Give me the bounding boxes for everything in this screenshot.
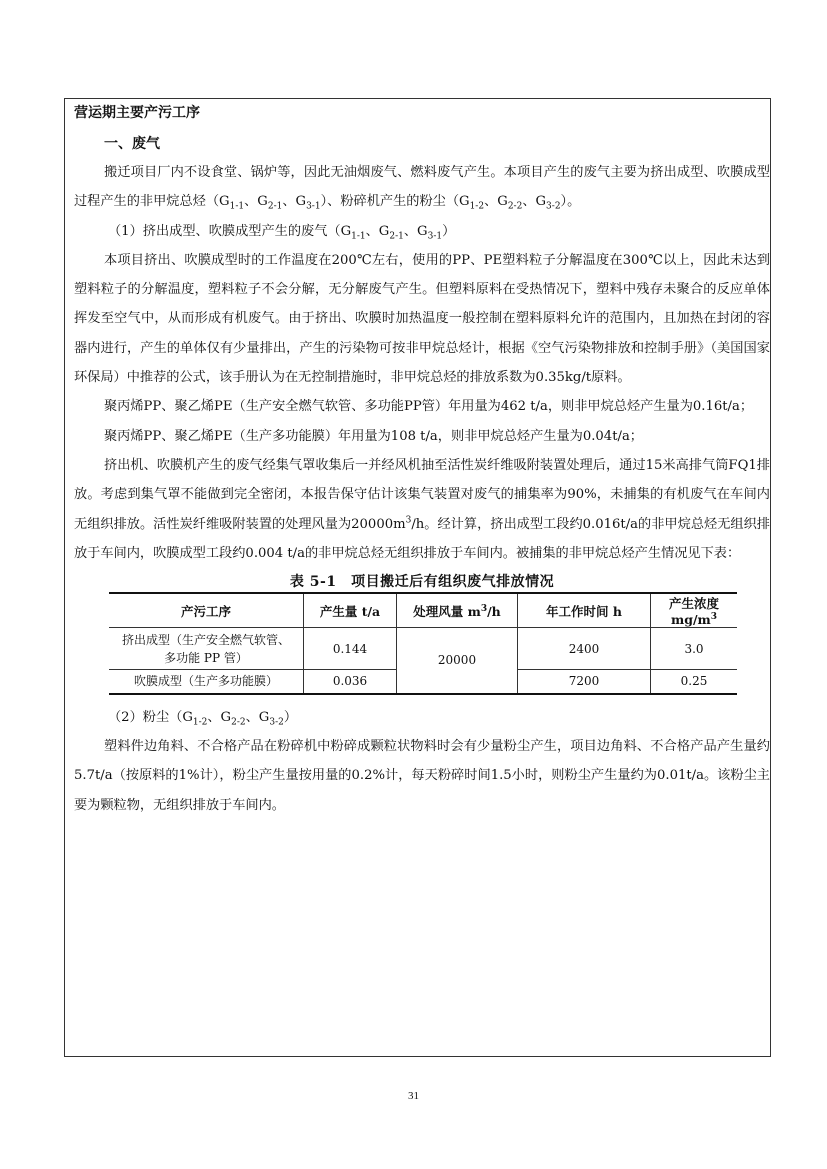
subheading-extrusion-gas: （1）挤出成型、吹膜成型产生的废气（$G_{1-1}$、$G_{2-1}$、$G_{3-1}$） — [108, 223, 456, 242]
emission-table — [109, 592, 737, 695]
cell-amount: 0.036 — [304, 670, 397, 694]
cell-concentration: 3.0 — [651, 628, 738, 670]
paragraph-collection: 挤出机、吹膜机产生的废气经集气罩收集后一并经风机抽至活性炭纤维吸附装置处理后，通过15米高排气筒FQ1排放。考虑到集气罩不能做到完全密闭，本报告保守估计该集气装置对废气的捕集率为90%，未捕集的有机废气在车间内无组织排放。活性炭纤维吸附装置的处理风量为$20000m^3/h$。经计算，挤出成型工段约0.016t/a的非甲烷总烃无组织排放于车间内，吹膜成型工段约0.004 t/a的非甲烷总烃无组织排放于车间内。被捕集的非甲烷总烃产生情况见下表： — [74, 457, 770, 561]
table-row — [109, 628, 737, 670]
header-amount: 产生量 t/a — [304, 593, 397, 628]
heading-waste-gas: 一、废气 — [104, 136, 160, 152]
paragraph-dust: 塑料件边角料、不合格产品在粉碎机中粉碎成颗粒状物料时会有少量粉尘产生，项目边角料、不合格产品产生量约5.7t/a（按原料的1%计），粉尘产生量按用量的0.2%计，每天粉碎时间1.5小时，则粉尘产生量约为0.01t/a。该粉尘主要为颗粒物，无组织排放于车间内。 — [74, 738, 770, 813]
section-title: 营运期主要产污工序 — [74, 105, 200, 121]
table-caption: 表 5-1 项目搬迁后有组织废气排放情况 — [289, 574, 555, 591]
cell-process: 挤出成型（生产安全燃气软管、多功能 PP 管） — [109, 628, 304, 670]
paragraph-temperature: 本项目挤出、吹膜成型时的工作温度在200℃左右，使用的PP、PE塑料粒子分解温度在300℃以上，因此未达到塑料粒子的分解温度，塑料粒子不会分解，无分解废气产生。但塑料原料在受热情况下，塑料中残存未聚合的反应单体挥发至空气中，从而形成有机废气。由于挤出、吹膜时加热温度一般控制在塑料原料允许的范围内，且加热在封闭的容器内进行，产生的单体仅有少量排出，产生的污染物可按非甲烷总烃计，根据《空气污染物排放和控制手册》（美国国家环保局）中推荐的公式，该手册认为在无控制措施时，非甲烷总烃的排放系数为0.35kg/t原料。 — [74, 252, 770, 386]
header-process: 产污工序 — [109, 593, 304, 628]
cell-process: 吹膜成型（生产多功能膜） — [109, 670, 304, 694]
subheading-dust: （2）粉尘（$G_{1-2}$、$G_{2-2}$、$G_{3-2}$） — [108, 709, 298, 728]
document-body — [74, 100, 770, 820]
paragraph-intro: 搬迁项目厂内不设食堂、锅炉等，因此无油烟废气、燃料废气产生。本项目产生的废气主要为挤出成型、吹膜成型过程产生的非甲烷总烃（$G_{1-1}$、$G_{2-1}$、$G_{3-1}$）、粉碎机产生的粉尘（$G_{1-2}$、$G_{2-2}$、$G_{3-2}$）。 — [74, 165, 770, 212]
cell-hours: 7200 — [518, 670, 651, 694]
paragraph-pp-pe-pipe: 聚丙烯PP、聚乙烯PE（生产安全燃气软管、多功能PP管）年用量为462 t/a，则非甲烷总烃产生量为0.16t/a； — [104, 399, 754, 415]
header-air-volume: 处理风量 $m^3/h$ — [397, 593, 518, 628]
header-hours: 年工作时间 h — [518, 593, 651, 628]
paragraph-pp-pe-film: 聚丙烯PP、聚乙烯PE（生产多功能膜）年用量为108 t/a，则非甲烷总烃产生量为0.04t/a； — [104, 428, 643, 444]
cell-amount: 0.144 — [304, 628, 397, 670]
cell-hours: 2400 — [518, 628, 651, 670]
table-header-row — [109, 593, 737, 628]
header-concentration: 产生浓度 $mg/m^3$ — [651, 593, 738, 628]
cell-concentration: 0.25 — [651, 670, 738, 694]
page-number: 31 — [408, 1090, 419, 1102]
cell-air-volume: 20000 — [397, 628, 518, 694]
